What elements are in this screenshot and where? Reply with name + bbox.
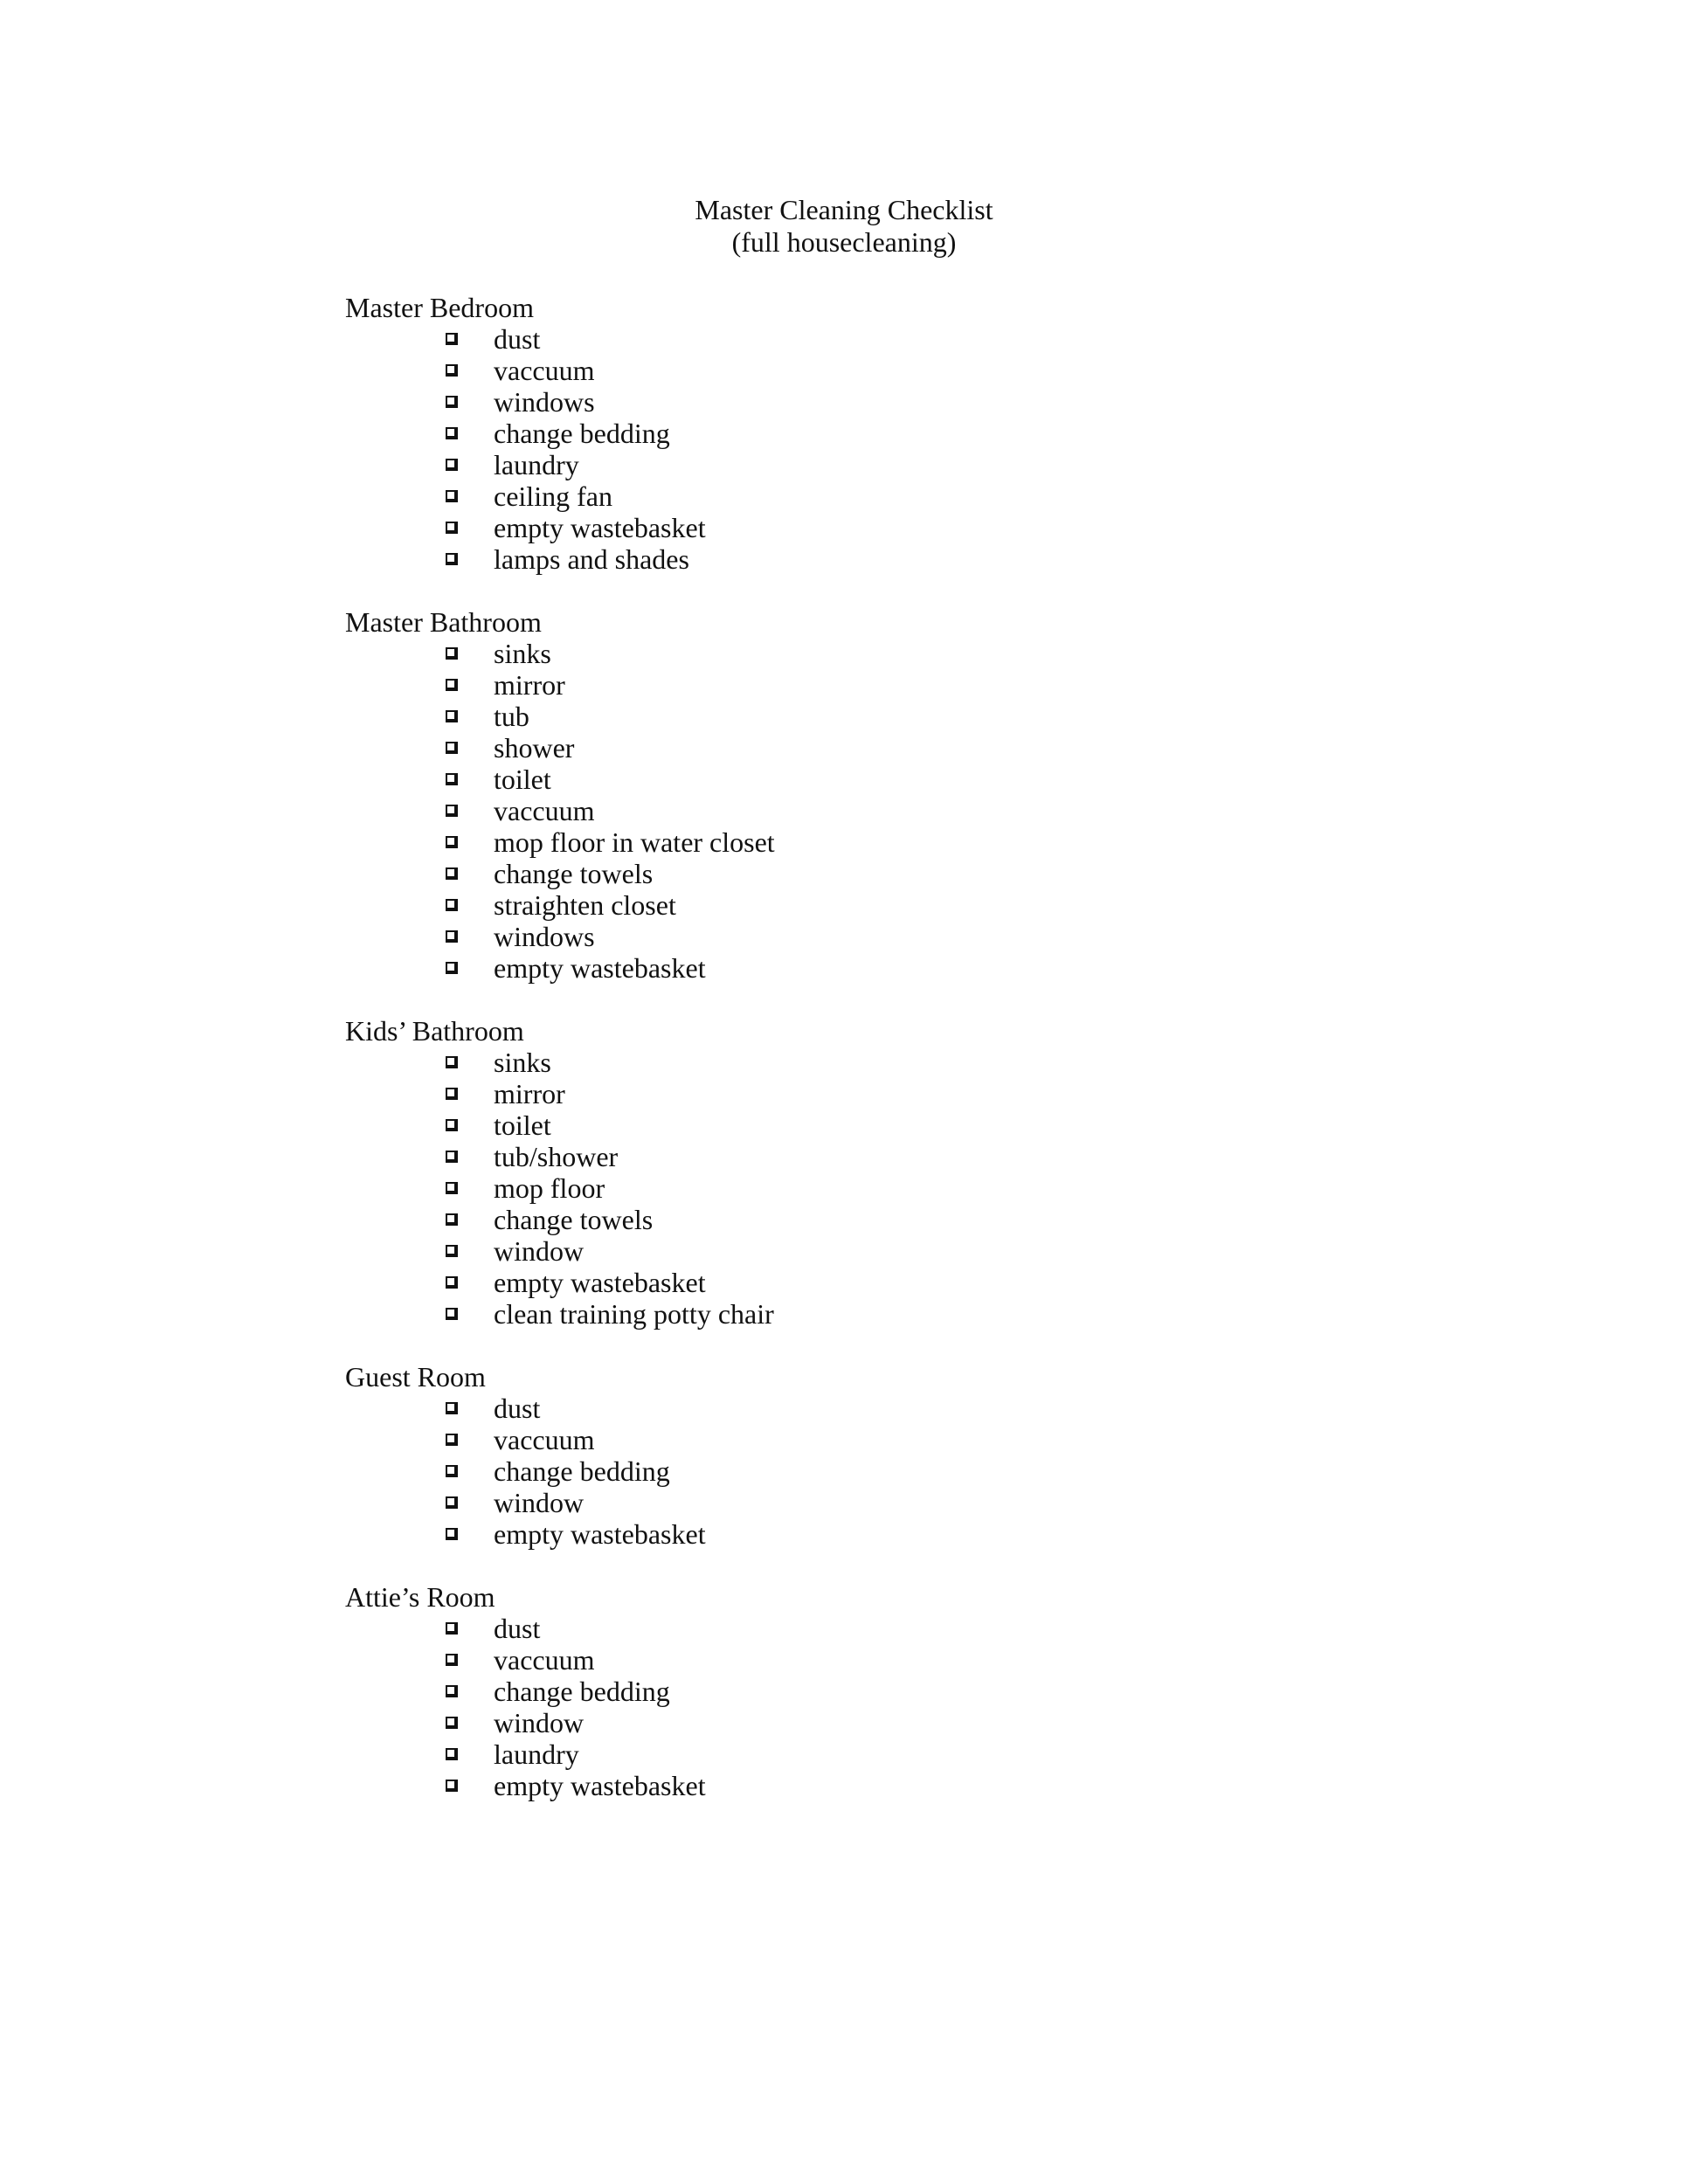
checklist-item-label: window bbox=[494, 1707, 585, 1738]
checklist-item bbox=[345, 1204, 1394, 1235]
checkbox-icon[interactable] bbox=[446, 1056, 458, 1068]
checklist-item-label: change towels bbox=[494, 1204, 654, 1235]
section-heading: Master Bedroom bbox=[345, 292, 534, 323]
checklist-item-label: mop floor in water closet bbox=[494, 826, 775, 858]
checkbox-icon[interactable] bbox=[446, 679, 458, 691]
document-title bbox=[0, 194, 1688, 259]
checklist-item bbox=[345, 858, 1394, 889]
checklist-item-label: mirror bbox=[494, 669, 565, 701]
checklist-item bbox=[345, 449, 1394, 480]
checklist-item-label: change bedding bbox=[494, 1455, 670, 1487]
checklist-item bbox=[345, 1235, 1394, 1267]
checklist-item bbox=[345, 1707, 1394, 1738]
checkbox-icon[interactable] bbox=[446, 1119, 458, 1131]
checklist-item-label: tub/shower bbox=[494, 1141, 619, 1172]
checkbox-icon[interactable] bbox=[446, 1434, 458, 1446]
checklist-item-label: vaccuum bbox=[494, 355, 595, 386]
checklist-item-label: mirror bbox=[494, 1078, 565, 1109]
checklist-item-label: clean training potty chair bbox=[494, 1298, 774, 1330]
checkbox-icon[interactable] bbox=[446, 1308, 458, 1320]
checkbox-icon[interactable] bbox=[446, 962, 458, 974]
checklist-item-label: empty wastebasket bbox=[494, 952, 706, 984]
checkbox-icon[interactable] bbox=[446, 427, 458, 439]
checklist-item bbox=[345, 795, 1394, 826]
checklist-item bbox=[345, 543, 1394, 575]
checklist-section bbox=[345, 1581, 1394, 1801]
checklist-item bbox=[345, 323, 1394, 355]
checklist-item-label: tub bbox=[494, 701, 529, 732]
checklist-item bbox=[345, 1047, 1394, 1078]
checkbox-icon[interactable] bbox=[446, 1496, 458, 1509]
checkbox-icon[interactable] bbox=[446, 522, 458, 534]
checklist-item bbox=[345, 732, 1394, 764]
checklist-item-label: windows bbox=[494, 921, 595, 952]
checklist-item bbox=[345, 764, 1394, 795]
title-subtitle: (full housecleaning) bbox=[731, 226, 957, 258]
checklist-items bbox=[345, 1393, 1394, 1550]
checklist-item bbox=[345, 921, 1394, 952]
checklist-item bbox=[345, 418, 1394, 449]
checkbox-icon[interactable] bbox=[446, 1622, 458, 1635]
checkbox-icon[interactable] bbox=[446, 647, 458, 660]
checkbox-icon[interactable] bbox=[446, 1717, 458, 1729]
checklist-item-label: dust bbox=[494, 1613, 541, 1644]
checklist-item-label: mop floor bbox=[494, 1172, 605, 1204]
checklist-item-label: sinks bbox=[494, 638, 551, 669]
checklist-item bbox=[345, 1644, 1394, 1676]
checklist-item bbox=[345, 1770, 1394, 1801]
checkbox-icon[interactable] bbox=[446, 899, 458, 911]
checkbox-icon[interactable] bbox=[446, 710, 458, 722]
checkbox-icon[interactable] bbox=[446, 836, 458, 848]
checklist-item bbox=[345, 1424, 1394, 1455]
checklist-item bbox=[345, 889, 1394, 921]
checkbox-icon[interactable] bbox=[446, 1402, 458, 1414]
checklist-item-label: change towels bbox=[494, 858, 654, 889]
checklist-item bbox=[345, 1298, 1394, 1330]
checklist-item-label: empty wastebasket bbox=[494, 512, 706, 543]
checklist-item bbox=[345, 1455, 1394, 1487]
checkbox-icon[interactable] bbox=[446, 1465, 458, 1477]
checklist-item bbox=[345, 952, 1394, 984]
checkbox-icon[interactable] bbox=[446, 805, 458, 817]
checklist-item bbox=[345, 638, 1394, 669]
checklist-items bbox=[345, 323, 1394, 575]
checklist-items bbox=[345, 1613, 1394, 1801]
checklist-item bbox=[345, 1676, 1394, 1707]
checkbox-icon[interactable] bbox=[446, 1213, 458, 1226]
checklist-item-label: vaccuum bbox=[494, 795, 595, 826]
checklist-item bbox=[345, 1518, 1394, 1550]
checklist-item bbox=[345, 1267, 1394, 1298]
checkbox-icon[interactable] bbox=[446, 1182, 458, 1194]
checkbox-icon[interactable] bbox=[446, 1088, 458, 1100]
checklist-content bbox=[345, 292, 1394, 1833]
checklist-item-label: dust bbox=[494, 323, 541, 355]
checklist-item-label: ceiling fan bbox=[494, 480, 612, 512]
checklist-section bbox=[345, 606, 1394, 984]
checklist-item-label: straighten closet bbox=[494, 889, 676, 921]
section-heading: Guest Room bbox=[345, 1361, 486, 1393]
checkbox-icon[interactable] bbox=[446, 1654, 458, 1666]
checkbox-icon[interactable] bbox=[446, 1245, 458, 1257]
checklist-item bbox=[345, 1738, 1394, 1770]
checklist-item bbox=[345, 1393, 1394, 1424]
checkbox-icon[interactable] bbox=[446, 742, 458, 754]
checkbox-icon[interactable] bbox=[446, 1151, 458, 1163]
checklist-item-label: empty wastebasket bbox=[494, 1770, 706, 1801]
checklist-item-label: empty wastebasket bbox=[494, 1518, 706, 1550]
checkbox-icon[interactable] bbox=[446, 930, 458, 943]
checklist-section bbox=[345, 1015, 1394, 1330]
checklist-item-label: toilet bbox=[494, 1109, 551, 1141]
checkbox-icon[interactable] bbox=[446, 1748, 458, 1760]
title-main: Master Cleaning Checklist bbox=[695, 194, 993, 225]
checklist-item-label: sinks bbox=[494, 1047, 551, 1078]
checklist-item bbox=[345, 1613, 1394, 1644]
checklist-item-label: change bedding bbox=[494, 418, 670, 449]
checklist-item-label: laundry bbox=[494, 1738, 579, 1770]
checkbox-icon[interactable] bbox=[446, 773, 458, 785]
checklist-item-label: window bbox=[494, 1487, 585, 1518]
checkbox-icon[interactable] bbox=[446, 490, 458, 502]
checkbox-icon[interactable] bbox=[446, 1685, 458, 1697]
checklist-item bbox=[345, 701, 1394, 732]
checklist-section bbox=[345, 1361, 1394, 1550]
checklist-item-label: lamps and shades bbox=[494, 543, 689, 575]
checklist-item-label: shower bbox=[494, 732, 575, 764]
section-heading: Master Bathroom bbox=[345, 606, 542, 638]
checkbox-icon[interactable] bbox=[446, 396, 458, 408]
section-heading: Attie’s Room bbox=[345, 1581, 495, 1613]
checklist-item-label: change bedding bbox=[494, 1676, 670, 1707]
checklist-item-label: toilet bbox=[494, 764, 551, 795]
checklist-item-label: window bbox=[494, 1235, 585, 1267]
checkbox-icon[interactable] bbox=[446, 1780, 458, 1792]
checklist-item-label: windows bbox=[494, 386, 595, 418]
checklist-item bbox=[345, 355, 1394, 386]
checklist-item bbox=[345, 1487, 1394, 1518]
checkbox-icon[interactable] bbox=[446, 1528, 458, 1540]
checklist-item-label: empty wastebasket bbox=[494, 1267, 706, 1298]
section-heading: Kids’ Bathroom bbox=[345, 1015, 524, 1047]
checklist-item bbox=[345, 669, 1394, 701]
checklist-item-label: laundry bbox=[494, 449, 579, 480]
checklist-item-label: vaccuum bbox=[494, 1644, 595, 1676]
checklist-item bbox=[345, 386, 1394, 418]
checkbox-icon[interactable] bbox=[446, 553, 458, 565]
checklist-section bbox=[345, 292, 1394, 575]
checkbox-icon[interactable] bbox=[446, 1276, 458, 1289]
checklist-items bbox=[345, 638, 1394, 984]
checklist-item-label: vaccuum bbox=[494, 1424, 595, 1455]
checklist-item bbox=[345, 826, 1394, 858]
checklist-item bbox=[345, 1109, 1394, 1141]
checklist-item bbox=[345, 1078, 1394, 1109]
checklist-item bbox=[345, 512, 1394, 543]
checklist-item bbox=[345, 1141, 1394, 1172]
checklist-items bbox=[345, 1047, 1394, 1330]
checkbox-icon[interactable] bbox=[446, 459, 458, 471]
checklist-item bbox=[345, 480, 1394, 512]
checklist-item-label: dust bbox=[494, 1393, 541, 1424]
checkbox-icon[interactable] bbox=[446, 333, 458, 345]
checkbox-icon[interactable] bbox=[446, 867, 458, 880]
checklist-item bbox=[345, 1172, 1394, 1204]
checkbox-icon[interactable] bbox=[446, 364, 458, 377]
